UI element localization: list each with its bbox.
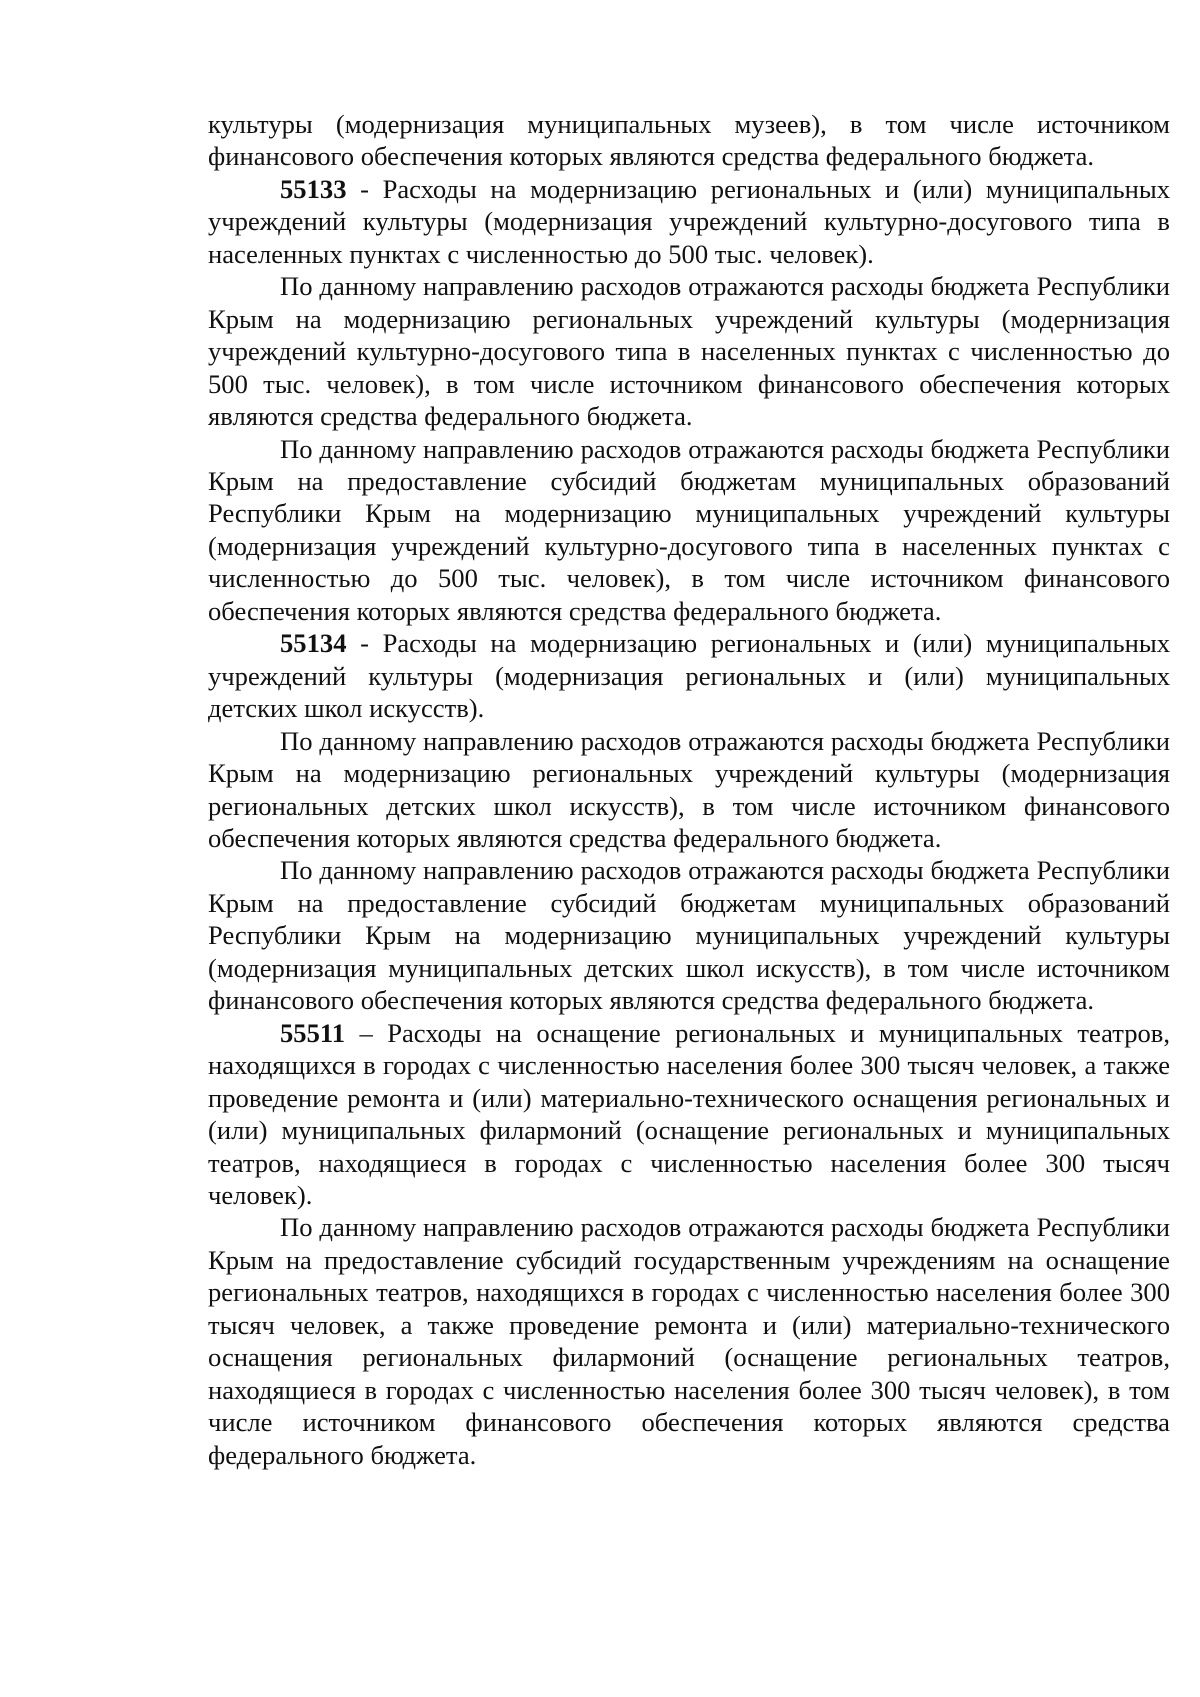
expense-code: 55133 [280, 173, 347, 204]
paragraph-8 [208, 1017, 1170, 1212]
paragraph-text: По данному направлению расходов отражаются расходы бюджета Республики Крым на предоставление субсидий бюджетам муниципальных образований Республики Крым на модернизацию муниципальных учреждений культуры (модернизация учреждений культурно-досугового типа в населенных пунктах с численностью до 500 тыс. человек), в том числе источником финансового обеспечения которых являются средства федерального бюджета. [208, 433, 1170, 626]
paragraph-text: По данному направлению расходов отражаются расходы бюджета Республики Крым на модернизацию региональных учреждений культуры (модернизация региональных детских школ искусств), в том числе источником финансового обеспечения которых являются средства федерального бюджета. [208, 725, 1170, 853]
code-separator: – [345, 1017, 388, 1048]
paragraph-text: культуры (модернизация муниципальных музеев), в том числе источником финансового обеспечения которых являются средства федерального бюджета. [208, 109, 1170, 172]
paragraph-text: По данному направлению расходов отражаются расходы бюджета Республики Крым на модернизацию региональных учреждений культуры (модернизация учреждений культурно-досугового типа в населенных пунктах с численностью до 500 тыс. человек), в том числе источником финансового обеспечения которых являются средства федерального бюджета. [208, 271, 1170, 432]
code-separator: - [346, 628, 383, 659]
expense-code: 55134 [280, 628, 347, 659]
paragraph-5 [208, 627, 1170, 724]
paragraph-1 [208, 108, 1170, 173]
paragraph-7 [208, 854, 1170, 1016]
paragraph-text: Расходы на модернизацию региональных и (или) муниципальных учреждений культуры (модернизация региональных и (или) муниципальных детских школ искусств). [208, 628, 1170, 724]
paragraph-4 [208, 433, 1170, 628]
paragraph-3 [208, 270, 1170, 432]
paragraph-text: По данному направлению расходов отражаются расходы бюджета Республики Крым на предоставление субсидий бюджетам муниципальных образований Республики Крым на модернизацию муниципальных учреждений культуры (модернизация муниципальных детских школ искусств), в том числе источником финансового обеспечения которых являются средства федерального бюджета. [208, 855, 1170, 1016]
expense-code: 55511 [280, 1017, 346, 1048]
paragraph-2 [208, 173, 1170, 270]
code-separator: - [346, 173, 383, 204]
paragraph-text: Расходы на оснащение региональных и муниципальных театров, находящихся в городах с численностью населения более 300 тысяч человек, а также проведение ремонта и (или) материально-технического оснащения региональных и (или) муниципальных филармоний (оснащение региональных и муниципальных театров, находящиеся в городах с численностью населения более 300 тысяч человек). [208, 1017, 1171, 1210]
paragraph-9 [208, 1211, 1170, 1471]
paragraph-text: Расходы на модернизацию региональных и (или) муниципальных учреждений культуры (модернизация учреждений культурно-досугового типа в населенных пунктах с численностью до 500 тыс. человек). [208, 173, 1170, 269]
paragraph-text: По данному направлению расходов отражаются расходы бюджета Республики Крым на предоставление субсидий государственным учреждениям на оснащение региональных театров, находящихся в городах с численностью населения более 300 тысяч человек, а также проведение ремонта и (или) материально-технического оснащения региональных филармоний (оснащение региональных театров, находящиеся в городах с численностью населения более 300 тысяч человек), в том числе источником финансового обеспечения которых являются средства федерального бюджета. [208, 1212, 1170, 1470]
document-page [208, 108, 1170, 1471]
paragraph-6 [208, 725, 1170, 855]
